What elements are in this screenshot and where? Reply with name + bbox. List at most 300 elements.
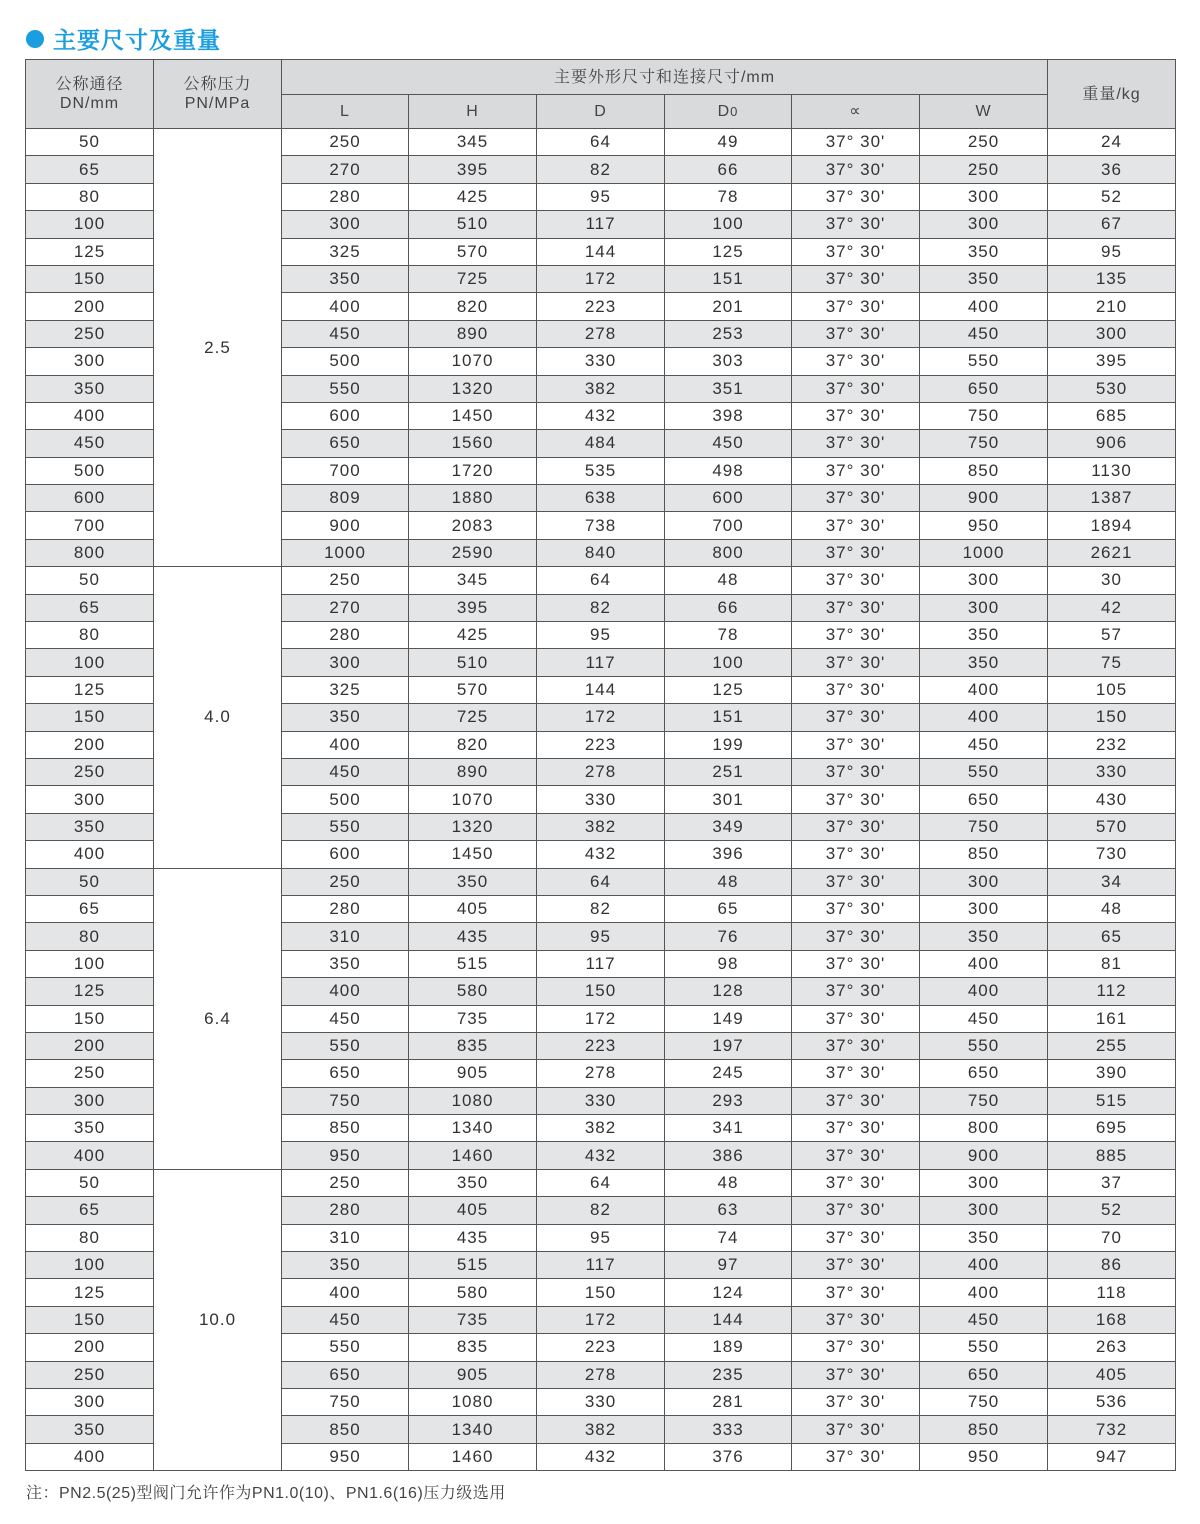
cell-dn: 700 — [26, 512, 154, 539]
cell-dn: 300 — [26, 1388, 154, 1415]
cell-d: 432 — [537, 1443, 665, 1470]
cell-h: 1070 — [409, 348, 537, 375]
cell-weight: 906 — [1048, 430, 1176, 457]
cell-dn: 50 — [26, 1169, 154, 1196]
cell-weight: 112 — [1048, 978, 1176, 1005]
cell-w: 750 — [920, 430, 1048, 457]
cell-weight: 210 — [1048, 293, 1176, 320]
cell-d: 172 — [537, 265, 665, 292]
cell-w: 350 — [920, 649, 1048, 676]
cell-angle: 37° 30' — [792, 978, 920, 1005]
table-body — [26, 129, 1176, 1471]
cell-d0: 151 — [665, 704, 792, 731]
cell-d0: 151 — [665, 265, 792, 292]
cell-w: 300 — [920, 567, 1048, 594]
cell-d0: 124 — [665, 1279, 792, 1306]
cell-w: 650 — [920, 786, 1048, 813]
bullet-dot-icon — [26, 30, 44, 48]
cell-weight: 732 — [1048, 1416, 1176, 1443]
cell-w: 350 — [920, 238, 1048, 265]
cell-w: 300 — [920, 1197, 1048, 1224]
cell-h: 735 — [409, 1005, 537, 1032]
cell-d: 95 — [537, 923, 665, 950]
cell-angle: 37° 30' — [792, 430, 920, 457]
cell-dn: 200 — [26, 1334, 154, 1361]
cell-angle: 37° 30' — [792, 1169, 920, 1196]
cell-l: 280 — [282, 1197, 409, 1224]
cell-l: 250 — [282, 1169, 409, 1196]
cell-angle: 37° 30' — [792, 238, 920, 265]
cell-h: 405 — [409, 1197, 537, 1224]
cell-weight: 390 — [1048, 1060, 1176, 1087]
cell-h: 515 — [409, 950, 537, 977]
cell-dn: 80 — [26, 1224, 154, 1251]
cell-d0: 48 — [665, 1169, 792, 1196]
cell-d: 382 — [537, 813, 665, 840]
cell-angle: 37° 30' — [792, 348, 920, 375]
cell-angle: 37° 30' — [792, 786, 920, 813]
table-row — [26, 567, 1176, 594]
cell-h: 510 — [409, 649, 537, 676]
cell-w: 750 — [920, 1087, 1048, 1114]
cell-d: 172 — [537, 704, 665, 731]
cell-d0: 398 — [665, 402, 792, 429]
section-title: 主要尺寸及重量 — [53, 28, 221, 54]
cell-weight: 263 — [1048, 1334, 1176, 1361]
cell-angle: 37° 30' — [792, 622, 920, 649]
cell-d: 223 — [537, 293, 665, 320]
cell-angle: 37° 30' — [792, 1279, 920, 1306]
cell-d0: 48 — [665, 868, 792, 895]
table-row — [26, 868, 1176, 895]
cell-dn: 150 — [26, 704, 154, 731]
cell-d: 330 — [537, 1087, 665, 1114]
cell-angle: 37° 30' — [792, 567, 920, 594]
cell-weight: 52 — [1048, 1197, 1176, 1224]
cell-d: 95 — [537, 1224, 665, 1251]
cell-w: 550 — [920, 348, 1048, 375]
table-row — [26, 1169, 1176, 1196]
cell-weight: 885 — [1048, 1142, 1176, 1169]
cell-angle: 37° 30' — [792, 1416, 920, 1443]
cell-l: 250 — [282, 868, 409, 895]
cell-l: 450 — [282, 320, 409, 347]
cell-l: 350 — [282, 265, 409, 292]
cell-l: 450 — [282, 758, 409, 785]
cell-h: 395 — [409, 594, 537, 621]
cell-w: 300 — [920, 211, 1048, 238]
cell-d0: 189 — [665, 1334, 792, 1361]
cell-w: 650 — [920, 1361, 1048, 1388]
cell-d: 535 — [537, 457, 665, 484]
cell-w: 350 — [920, 923, 1048, 950]
cell-d0: 396 — [665, 841, 792, 868]
cell-angle: 37° 30' — [792, 156, 920, 183]
cell-h: 735 — [409, 1306, 537, 1333]
cell-l: 950 — [282, 1142, 409, 1169]
cell-h: 1340 — [409, 1416, 537, 1443]
cell-dn: 150 — [26, 265, 154, 292]
cell-d: 95 — [537, 183, 665, 210]
cell-w: 550 — [920, 1334, 1048, 1361]
cell-weight: 570 — [1048, 813, 1176, 840]
cell-w: 650 — [920, 375, 1048, 402]
cell-weight: 1894 — [1048, 512, 1176, 539]
cell-h: 1560 — [409, 430, 537, 457]
cell-d0: 376 — [665, 1443, 792, 1470]
cell-d0: 128 — [665, 978, 792, 1005]
cell-weight: 405 — [1048, 1361, 1176, 1388]
cell-angle: 37° 30' — [792, 923, 920, 950]
cell-l: 750 — [282, 1087, 409, 1114]
cell-weight: 255 — [1048, 1032, 1176, 1059]
cell-dn: 450 — [26, 430, 154, 457]
cell-l: 500 — [282, 786, 409, 813]
cell-w: 300 — [920, 868, 1048, 895]
cell-d0: 235 — [665, 1361, 792, 1388]
cell-d: 172 — [537, 1306, 665, 1333]
cell-dn: 250 — [26, 1361, 154, 1388]
cell-dn: 250 — [26, 758, 154, 785]
cell-w: 400 — [920, 978, 1048, 1005]
cell-h: 580 — [409, 978, 537, 1005]
cell-angle: 37° 30' — [792, 320, 920, 347]
cell-w: 450 — [920, 320, 1048, 347]
cell-d0: 66 — [665, 594, 792, 621]
cell-weight: 81 — [1048, 950, 1176, 977]
cell-weight: 1387 — [1048, 485, 1176, 512]
cell-dn: 80 — [26, 183, 154, 210]
cell-dn: 50 — [26, 129, 154, 156]
cell-d0: 600 — [665, 485, 792, 512]
cell-weight: 135 — [1048, 265, 1176, 292]
header-col-l: L — [282, 95, 409, 129]
cell-d: 330 — [537, 786, 665, 813]
cell-dn: 400 — [26, 1443, 154, 1470]
dimensions-weight-table — [25, 59, 1176, 1471]
cell-weight: 42 — [1048, 594, 1176, 621]
cell-d0: 97 — [665, 1252, 792, 1279]
cell-d0: 125 — [665, 676, 792, 703]
cell-dn: 400 — [26, 841, 154, 868]
cell-weight: 536 — [1048, 1388, 1176, 1415]
cell-dn: 65 — [26, 156, 154, 183]
cell-d0: 144 — [665, 1306, 792, 1333]
cell-d: 223 — [537, 1334, 665, 1361]
cell-h: 515 — [409, 1252, 537, 1279]
cell-w: 400 — [920, 1252, 1048, 1279]
cell-d: 150 — [537, 1279, 665, 1306]
cell-l: 280 — [282, 183, 409, 210]
cell-angle: 37° 30' — [792, 1087, 920, 1114]
table-row — [26, 129, 1176, 156]
cell-angle: 37° 30' — [792, 539, 920, 566]
cell-l: 550 — [282, 813, 409, 840]
cell-w: 450 — [920, 1306, 1048, 1333]
cell-weight: 730 — [1048, 841, 1176, 868]
cell-angle: 37° 30' — [792, 1115, 920, 1142]
cell-d0: 201 — [665, 293, 792, 320]
cell-d0: 78 — [665, 622, 792, 649]
cell-angle: 37° 30' — [792, 183, 920, 210]
cell-angle: 37° 30' — [792, 402, 920, 429]
cell-d0: 351 — [665, 375, 792, 402]
cell-weight: 65 — [1048, 923, 1176, 950]
cell-w: 250 — [920, 156, 1048, 183]
cell-w: 450 — [920, 731, 1048, 758]
cell-l: 450 — [282, 1306, 409, 1333]
cell-weight: 52 — [1048, 183, 1176, 210]
cell-d: 638 — [537, 485, 665, 512]
cell-d: 330 — [537, 348, 665, 375]
cell-angle: 37° 30' — [792, 1443, 920, 1470]
cell-d0: 498 — [665, 457, 792, 484]
cell-w: 650 — [920, 1060, 1048, 1087]
cell-angle: 37° 30' — [792, 895, 920, 922]
cell-d0: 700 — [665, 512, 792, 539]
cell-h: 820 — [409, 293, 537, 320]
cell-angle: 37° 30' — [792, 868, 920, 895]
cell-angle: 37° 30' — [792, 649, 920, 676]
cell-d: 278 — [537, 1060, 665, 1087]
cell-pn: 10.0 — [154, 1169, 282, 1470]
cell-weight: 300 — [1048, 320, 1176, 347]
cell-d: 172 — [537, 1005, 665, 1032]
cell-h: 345 — [409, 567, 537, 594]
cell-l: 600 — [282, 841, 409, 868]
cell-w: 750 — [920, 813, 1048, 840]
cell-d0: 303 — [665, 348, 792, 375]
cell-d: 432 — [537, 1142, 665, 1169]
cell-angle: 37° 30' — [792, 485, 920, 512]
cell-dn: 150 — [26, 1306, 154, 1333]
cell-d0: 63 — [665, 1197, 792, 1224]
cell-l: 950 — [282, 1443, 409, 1470]
cell-l: 650 — [282, 430, 409, 457]
cell-l: 650 — [282, 1361, 409, 1388]
cell-d0: 48 — [665, 567, 792, 594]
cell-dn: 125 — [26, 676, 154, 703]
header-dimensions-group: 主要外形尺寸和连接尺寸/mm — [282, 60, 1048, 95]
cell-h: 890 — [409, 758, 537, 785]
footnote: 注：PN2.5(25)型阀门允许作为PN1.0(10)、PN1.6(16)压力级选用 — [26, 1485, 506, 1502]
cell-d: 278 — [537, 1361, 665, 1388]
cell-h: 2083 — [409, 512, 537, 539]
cell-d: 64 — [537, 1169, 665, 1196]
cell-d: 144 — [537, 676, 665, 703]
cell-dn: 350 — [26, 813, 154, 840]
cell-l: 350 — [282, 1252, 409, 1279]
cell-h: 510 — [409, 211, 537, 238]
header-pn: 公称压力 PN/MPa — [154, 60, 282, 129]
cell-dn: 350 — [26, 375, 154, 402]
cell-h: 1450 — [409, 402, 537, 429]
cell-d: 223 — [537, 731, 665, 758]
cell-h: 580 — [409, 1279, 537, 1306]
cell-d: 330 — [537, 1388, 665, 1415]
cell-w: 300 — [920, 1169, 1048, 1196]
cell-dn: 80 — [26, 923, 154, 950]
cell-d0: 66 — [665, 156, 792, 183]
cell-l: 350 — [282, 950, 409, 977]
cell-dn: 400 — [26, 402, 154, 429]
cell-d: 64 — [537, 129, 665, 156]
cell-d: 64 — [537, 567, 665, 594]
cell-pn: 6.4 — [154, 868, 282, 1169]
cell-angle: 37° 30' — [792, 813, 920, 840]
cell-h: 835 — [409, 1334, 537, 1361]
cell-l: 500 — [282, 348, 409, 375]
cell-l: 250 — [282, 129, 409, 156]
cell-w: 550 — [920, 758, 1048, 785]
cell-w: 400 — [920, 1279, 1048, 1306]
cell-dn: 350 — [26, 1416, 154, 1443]
cell-h: 1720 — [409, 457, 537, 484]
cell-w: 800 — [920, 1115, 1048, 1142]
cell-angle: 37° 30' — [792, 1060, 920, 1087]
cell-w: 1000 — [920, 539, 1048, 566]
cell-d0: 197 — [665, 1032, 792, 1059]
cell-d0: 333 — [665, 1416, 792, 1443]
cell-l: 280 — [282, 622, 409, 649]
cell-dn: 65 — [26, 594, 154, 621]
cell-angle: 37° 30' — [792, 1197, 920, 1224]
cell-dn: 250 — [26, 320, 154, 347]
cell-weight: 695 — [1048, 1115, 1176, 1142]
cell-angle: 37° 30' — [792, 265, 920, 292]
cell-h: 395 — [409, 156, 537, 183]
cell-w: 900 — [920, 1142, 1048, 1169]
cell-dn: 125 — [26, 238, 154, 265]
cell-d0: 800 — [665, 539, 792, 566]
cell-d: 223 — [537, 1032, 665, 1059]
cell-l: 250 — [282, 567, 409, 594]
cell-angle: 37° 30' — [792, 1142, 920, 1169]
cell-d: 840 — [537, 539, 665, 566]
cell-angle: 37° 30' — [792, 1306, 920, 1333]
cell-d: 484 — [537, 430, 665, 457]
cell-d: 95 — [537, 622, 665, 649]
cell-weight: 105 — [1048, 676, 1176, 703]
cell-d: 82 — [537, 156, 665, 183]
cell-h: 905 — [409, 1060, 537, 1087]
cell-l: 400 — [282, 731, 409, 758]
cell-d: 432 — [537, 402, 665, 429]
cell-w: 400 — [920, 950, 1048, 977]
cell-weight: 118 — [1048, 1279, 1176, 1306]
cell-w: 300 — [920, 594, 1048, 621]
cell-l: 600 — [282, 402, 409, 429]
cell-angle: 37° 30' — [792, 758, 920, 785]
cell-dn: 150 — [26, 1005, 154, 1032]
cell-h: 820 — [409, 731, 537, 758]
cell-angle: 37° 30' — [792, 375, 920, 402]
cell-d: 117 — [537, 950, 665, 977]
cell-h: 435 — [409, 923, 537, 950]
cell-angle: 37° 30' — [792, 1388, 920, 1415]
cell-l: 850 — [282, 1115, 409, 1142]
cell-d0: 301 — [665, 786, 792, 813]
cell-dn: 300 — [26, 1087, 154, 1114]
cell-d0: 450 — [665, 430, 792, 457]
cell-h: 570 — [409, 238, 537, 265]
cell-d0: 65 — [665, 895, 792, 922]
cell-weight: 947 — [1048, 1443, 1176, 1470]
cell-weight: 330 — [1048, 758, 1176, 785]
cell-d0: 78 — [665, 183, 792, 210]
cell-d: 117 — [537, 211, 665, 238]
cell-l: 310 — [282, 923, 409, 950]
cell-dn: 65 — [26, 895, 154, 922]
cell-weight: 57 — [1048, 622, 1176, 649]
cell-w: 350 — [920, 1224, 1048, 1251]
cell-dn: 80 — [26, 622, 154, 649]
cell-l: 300 — [282, 649, 409, 676]
cell-w: 450 — [920, 1005, 1048, 1032]
cell-d0: 74 — [665, 1224, 792, 1251]
cell-w: 550 — [920, 1032, 1048, 1059]
cell-pn: 4.0 — [154, 567, 282, 868]
cell-d0: 100 — [665, 649, 792, 676]
cell-l: 700 — [282, 457, 409, 484]
cell-w: 250 — [920, 129, 1048, 156]
cell-l: 1000 — [282, 539, 409, 566]
cell-h: 1460 — [409, 1443, 537, 1470]
cell-d0: 125 — [665, 238, 792, 265]
cell-l: 300 — [282, 211, 409, 238]
cell-weight: 515 — [1048, 1087, 1176, 1114]
cell-h: 405 — [409, 895, 537, 922]
cell-dn: 800 — [26, 539, 154, 566]
cell-dn: 100 — [26, 211, 154, 238]
cell-angle: 37° 30' — [792, 512, 920, 539]
cell-h: 1340 — [409, 1115, 537, 1142]
cell-weight: 30 — [1048, 567, 1176, 594]
cell-pn: 2.5 — [154, 129, 282, 567]
cell-w: 850 — [920, 1416, 1048, 1443]
cell-angle: 37° 30' — [792, 1361, 920, 1388]
cell-l: 310 — [282, 1224, 409, 1251]
header-col-d: D — [537, 95, 665, 129]
cell-dn: 350 — [26, 1115, 154, 1142]
cell-d0: 349 — [665, 813, 792, 840]
cell-h: 905 — [409, 1361, 537, 1388]
cell-h: 1070 — [409, 786, 537, 813]
cell-w: 300 — [920, 183, 1048, 210]
cell-weight: 168 — [1048, 1306, 1176, 1333]
cell-angle: 37° 30' — [792, 211, 920, 238]
cell-w: 400 — [920, 293, 1048, 320]
cell-l: 850 — [282, 1416, 409, 1443]
cell-h: 350 — [409, 1169, 537, 1196]
cell-d: 738 — [537, 512, 665, 539]
cell-l: 270 — [282, 594, 409, 621]
cell-d0: 341 — [665, 1115, 792, 1142]
cell-l: 550 — [282, 375, 409, 402]
cell-h: 425 — [409, 622, 537, 649]
header-col-angle: ∝ — [792, 95, 920, 129]
cell-dn: 200 — [26, 731, 154, 758]
cell-d0: 251 — [665, 758, 792, 785]
cell-w: 400 — [920, 676, 1048, 703]
cell-d0: 281 — [665, 1388, 792, 1415]
cell-h: 345 — [409, 129, 537, 156]
cell-dn: 100 — [26, 950, 154, 977]
cell-d0: 245 — [665, 1060, 792, 1087]
cell-angle: 37° 30' — [792, 129, 920, 156]
cell-weight: 530 — [1048, 375, 1176, 402]
cell-h: 1320 — [409, 375, 537, 402]
